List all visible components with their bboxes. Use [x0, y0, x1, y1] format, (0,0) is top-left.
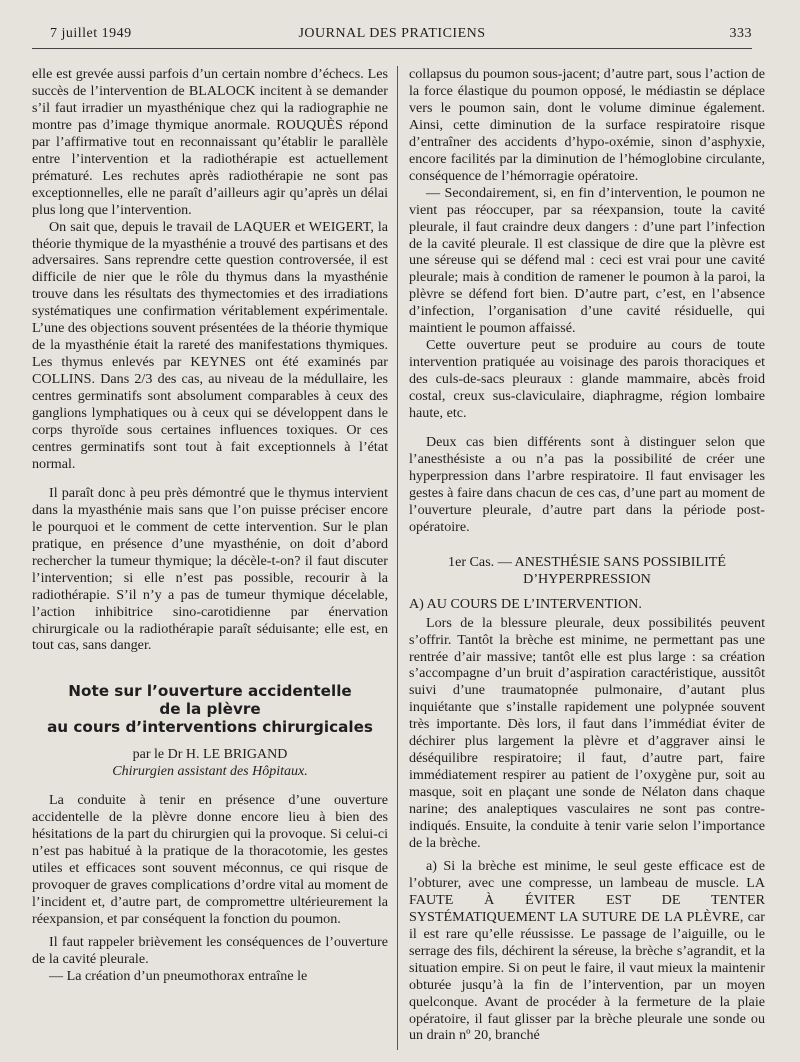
- running-header: [32, 22, 752, 49]
- paragraph: Lors de la blessure pleurale, deux possibilités peuvent s’offrir. Tantôt la brèche est minime, ne permettant pas une rentrée d’air massive; tantôt elle est plus large : sa création s’accompagne d’un bruit d’aspiration caractéristique, aussitôt suivi d’une traumatopnée pulmonaire, d’autant plus inquiétante que s’installe rapidement une polypnée souvent très importante. Dès lors, il faut dans l’immédiat éviter de déchirer plus largement la plèvre et d’aggraver ainsi le déséquilibre respiratoire; il faut, d’autre part, faire immédiatement respirer au patient de l’oxygène pur, soit au masque, soit en plaçant une sonde de Nélaton dans chaque narine; des analeptiques vasculaires ne sont pas contre-indiqués. Ensuite, la conduite à tenir varie selon l’importance de la brèche.: [409, 614, 765, 851]
- article-title-line: au cours d’interventions chirurgicales: [47, 718, 373, 737]
- paragraph: Deux cas bien différents sont à distinguer selon que l’anesthésiste a ou n’a pas la possibilité de créer une hyperpression dans l’arbre respiratoire. Il faut envisager les gestes à faire dans chacun de ces cas, d’une part au moment de l’ouverture pleurale, d’autre part dans la période post-opératoire.: [409, 434, 765, 535]
- paragraph: elle est grevée aussi parfois d’un certain nombre d’échecs. Les succès de l’intervention de BLALOCK incitent à se demander s’il faut irradier un myasthénique chez qui la radiographie ne montre pas d’image thymique anormale. ROUQUÈS répond par l’affirmative tout en reconnaissant qu’établir le parallèle entre l’intervention et la radiothérapie est actuellement prématuré. Les rechutes après radiothérapie ne sont pas exceptionnelles, elle ne paraît d’ailleurs agir qu’après un délai plus long que l’intervention.: [32, 66, 388, 218]
- article-title-line: Note sur l’ouverture accidentelle: [68, 682, 352, 701]
- column-divider: [397, 66, 398, 1050]
- paragraph: Il faut rappeler brièvement les conséquences de l’ouverture de la cavité pleurale.: [32, 934, 388, 967]
- header-date: 7 juillet 1949: [50, 26, 132, 41]
- paragraph: Cette ouverture peut se produire au cours de toute intervention pratiquée au voisinage des parois thoraciques et des culs-de-sacs pleuraux : glande mammaire, abcès froid costal, creux sus-claviculaire, diaphragme, région lombaire haute, etc.: [409, 337, 765, 422]
- subsection-heading: A) AU COURS DE L’INTERVENTION.: [409, 595, 642, 612]
- section-heading: [409, 554, 765, 588]
- paragraph: On sait que, depuis le travail de LAQUER et WEIGERT, la théorie thymique de la myasthénie a trouvé des partisans et des adversaires. Sans reprendre cette question controversée, il est difficile de nier que le rôle du thymus dans la myasthénie trouve dans les résultats des thymectomies et des irradiations systématiques une confirmation véritablement expérimentale. L’une des objections souvent présentées de la théorie thymique de la myasthénie était la rareté des manifestations thymiques. Les thymus enlevés par KEYNES ont été examinés par COLLINS. Dans 2/3 des cas, au niveau de la médullaire, les centres germinatifs sont absolument comparables à ceux des ganglions lymphatiques ou à ceux qui se développent dans le corps thyroïde sous certaines influences toxiques. Or ces centres germinatifs sont tout à fait exceptionnels à l’état normal.: [32, 218, 388, 472]
- header-page-number: 333: [729, 26, 752, 41]
- paragraph: La conduite à tenir en présence d’une ouverture accidentelle de la plèvre donne encore lieu à bien des hésitations de la part du chirurgien qui la provoque. Si celui-ci n’est pas habitué à la pratique de la thoracotomie, les gestes utiles et efficaces sont souvent méconnus, ce qui risque de provoquer de graves complications d’ordre vital au moment de l’incident et, d’autre part, de compromettre ultérieurement la réexpansion, et par conséquent la fonction du poumon.: [32, 792, 388, 928]
- article-title-line: de la plèvre: [159, 700, 261, 719]
- section-heading-line: D’HYPERPRESSION: [523, 570, 651, 587]
- paragraph: a) Si la brèche est minime, le seul geste efficace est de l’obturer, avec une compresse, un lambeau de muscle. LA FAUTE À ÉVITER EST DE TENTER SYSTÉMATIQUEMENT LA SUTURE DE LA PLÈVRE, car il est rare qu’elle réussisse. Le passage de l’aiguille, ou le serrage des fils, déchirent la séreuse, la brèche s’agrandit, et la situation empire. Si on peut le faire, il vaut mieux la maintenir obturée jusqu’à la fin de l’intervention, par un moyen quelconque. Avant de procéder à la fermeture de la plaie opératoire, il faut glisser par la brèche pleurale une sonde ou un drain nº 20, branché: [409, 857, 765, 1044]
- left-column: [32, 66, 388, 985]
- paragraph: — La création d’un pneumothorax entraîne le: [49, 967, 308, 984]
- article-title: [32, 682, 388, 736]
- section-heading-line: 1er Cas. — ANESTHÉSIE SANS POSSIBILITÉ: [448, 553, 726, 570]
- paragraph: collapsus du poumon sous-jacent; d’autre part, sous l’action de la force élastique du poumon opposé, le médiastin se déplace vers le poumon sain, dont le volume diminue également. Ainsi, cette diminution de la surface respiratoire risque d’entraîner des accidents d’hypo-oxémie, sinon d’asphyxie, encore facilités par la diminution de l’hémoglobine circulante, conséquence de l’hémorragie opératoire.: [409, 66, 765, 184]
- paragraph: — Secondairement, si, en fin d’intervention, le poumon ne vient pas réoccuper, par sa réexpansion, toute la cavité pleurale, il faut craindre deux dangers : d’une part l’infection de la cavité pleurale. Il est classique de dire que la plèvre est une séreuse qui se défend mal : ceci est vrai pour une cavité pleurale; mais à condition de ramener le poumon à la paroi, la plèvre se défend fort bien. D’autre part, c’est, en l’absence d’infection, l’organisation d’une cavité résiduelle, qui maintient le poumon affaissé.: [409, 184, 765, 337]
- author-affiliation: Chirurgien assistant des Hôpitaux.: [112, 764, 308, 780]
- article-author: par le Dr H. LE BRIGAND: [132, 747, 288, 763]
- header-journal-title: JOURNAL DES PRATICIENS: [298, 26, 486, 41]
- right-column: [409, 66, 765, 1044]
- paragraph: Il paraît donc à peu près démontré que le thymus intervient dans la myasthénie mais sans que l’on puisse préciser encore le pourquoi et le comment de cette intervention. Sur le plan pratique, en présence d’une myasthénie, on doit d’abord rechercher la tumeur thymique; la décèle-t-on? il faut discuter l’intervention; si elle n’est pas possible, recourir à la radiothérapie. S’il n’y a pas de tumeur thymique décelable, l’action inhibitrice sino-carotidienne par énervation chirurgicale ou la radiothérapie paraît séduisante; elle est, en tout cas, sans danger.: [32, 484, 388, 654]
